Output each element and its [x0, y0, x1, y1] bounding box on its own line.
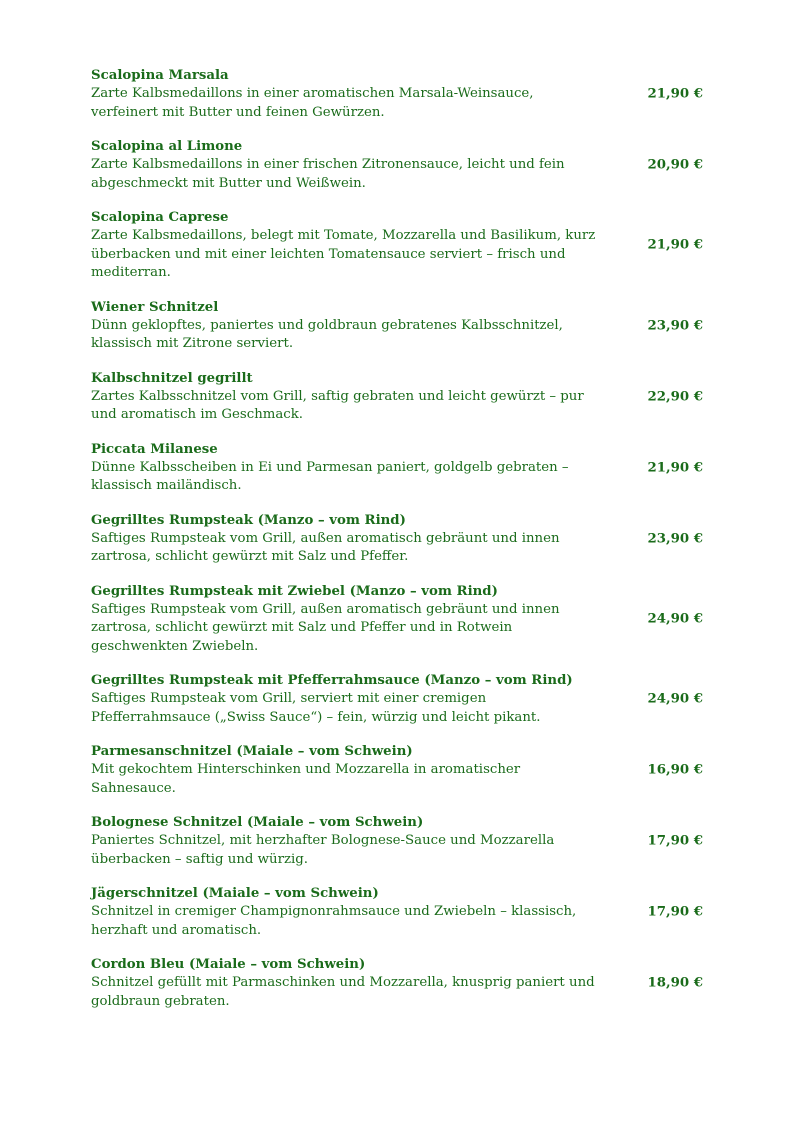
dish-price: 21,90 €: [647, 237, 703, 253]
menu-item: [91, 137, 703, 193]
menu-item: [91, 369, 703, 425]
menu-item: [91, 813, 703, 869]
dish-price: 24,90 €: [647, 691, 703, 707]
dish-name: Gegrilltes Rumpsteak mit Pfefferrahmsauce (Manzo – vom Rind): [91, 673, 573, 688]
dish-price: 21,90 €: [647, 86, 703, 102]
dish-name: Bolognese Schnitzel (Maiale – vom Schwein): [91, 815, 424, 830]
dish-name: Scalopina al Limone: [91, 139, 243, 154]
dish-description: Dünne Kalbsscheiben in Ei und Parmesan paniert, goldgelb gebraten – klassisch mailändisch.: [91, 459, 569, 493]
dish-name: Parmesanschnitzel (Maiale – vom Schwein): [91, 744, 413, 759]
dish-price: 24,90 €: [647, 611, 703, 627]
dish-name: Jägerschnitzel (Maiale – vom Schwein): [91, 886, 379, 901]
dish-description: Dünn geklopftes, paniertes und goldbraun gebratenes Kalbsschnitzel, klassisch mit Zitrone serviert.: [91, 317, 563, 351]
menu-item: [91, 884, 703, 940]
menu-item: [91, 440, 703, 496]
dish-description: Zarte Kalbsmedaillons in einer frischen Zitronensauce, leicht und fein abgeschmeckt mit Butter und Weißwein.: [91, 157, 565, 191]
dish-description: Mit gekochtem Hinterschinken und Mozzarella in aromatischer Sahnesauce.: [91, 762, 521, 796]
dish-price: 22,90 €: [647, 389, 703, 404]
dish-price: 20,90 €: [647, 157, 703, 173]
menu-item: [91, 208, 703, 283]
dish-price: 18,90 €: [647, 975, 703, 991]
dish-description: Zartes Kalbsschnitzel vom Grill, saftig gebraten und leicht gewürzt – pur und aromatisch im Geschmack.: [91, 388, 584, 422]
dish-name: Piccata Milanese: [91, 441, 218, 457]
dish-name: Cordon Bleu (Maiale – vom Schwein): [91, 957, 366, 972]
dish-name: Gegrilltes Rumpsteak (Manzo – vom Rind): [91, 512, 406, 528]
menu-item: [91, 511, 703, 567]
dish-price: 16,90 €: [647, 762, 703, 778]
menu-item: [91, 671, 703, 727]
dish-name: Gegrilltes Rumpsteak mit Zwiebel (Manzo – vom Rind): [91, 583, 498, 599]
menu-item: [91, 298, 703, 354]
dish-description: Schnitzel gefüllt mit Parmaschinken und Mozzarella, knusprig paniert und goldbraun gebraten.: [91, 975, 595, 1009]
dish-description: Zarte Kalbsmedaillons in einer aromatischen Marsala-Weinsauce, verfeinert mit Butter und feinen Gewürzen.: [91, 86, 534, 120]
dish-price: 23,90 €: [647, 318, 703, 333]
dish-name: Wiener Schnitzel: [91, 299, 219, 315]
dish-description: Paniertes Schnitzel, mit herzhafter Bolognese-Sauce und Mozzarella überbacken – saftig und würzig.: [91, 833, 555, 867]
dish-description: Saftiges Rumpsteak vom Grill, außen aromatisch gebräunt und innen zartrosa, schlicht gewürzt mit Salz und Pfeffer und in Rotwein geschwenkten Zwiebeln.: [91, 601, 560, 654]
dish-name: Kalbschnitzel gegrillt: [91, 370, 253, 386]
dish-description: Saftiges Rumpsteak vom Grill, serviert mit einer cremigen Pfefferrahmsauce („Swiss Sauce“) – fein, würzig und leicht pikant.: [91, 691, 541, 725]
dish-name: Scalopina Caprese: [91, 210, 229, 225]
dish-price: 23,90 €: [647, 531, 703, 546]
dish-price: 17,90 €: [647, 833, 703, 849]
menu-item: [91, 66, 703, 122]
dish-price: 21,90 €: [647, 460, 703, 475]
menu-list: [91, 66, 703, 1026]
dish-price: 17,90 €: [647, 904, 703, 920]
menu-item: [91, 742, 703, 798]
dish-description: Schnitzel in cremiger Champignonrahmsauce und Zwiebeln – klassisch, herzhaft und aromatisch.: [91, 904, 577, 938]
dish-description: Zarte Kalbsmedaillons, belegt mit Tomate, Mozzarella und Basilikum, kurz überbacken und mit einer leichten Tomatensauce serviert – frisch und mediterran.: [91, 228, 596, 280]
dish-description: Saftiges Rumpsteak vom Grill, außen aromatisch gebräunt und innen zartrosa, schlicht gewürzt mit Salz und Pfeffer.: [91, 530, 560, 564]
dish-name: Scalopina Marsala: [91, 68, 229, 83]
menu-item: [91, 582, 703, 657]
menu-item: [91, 955, 703, 1011]
